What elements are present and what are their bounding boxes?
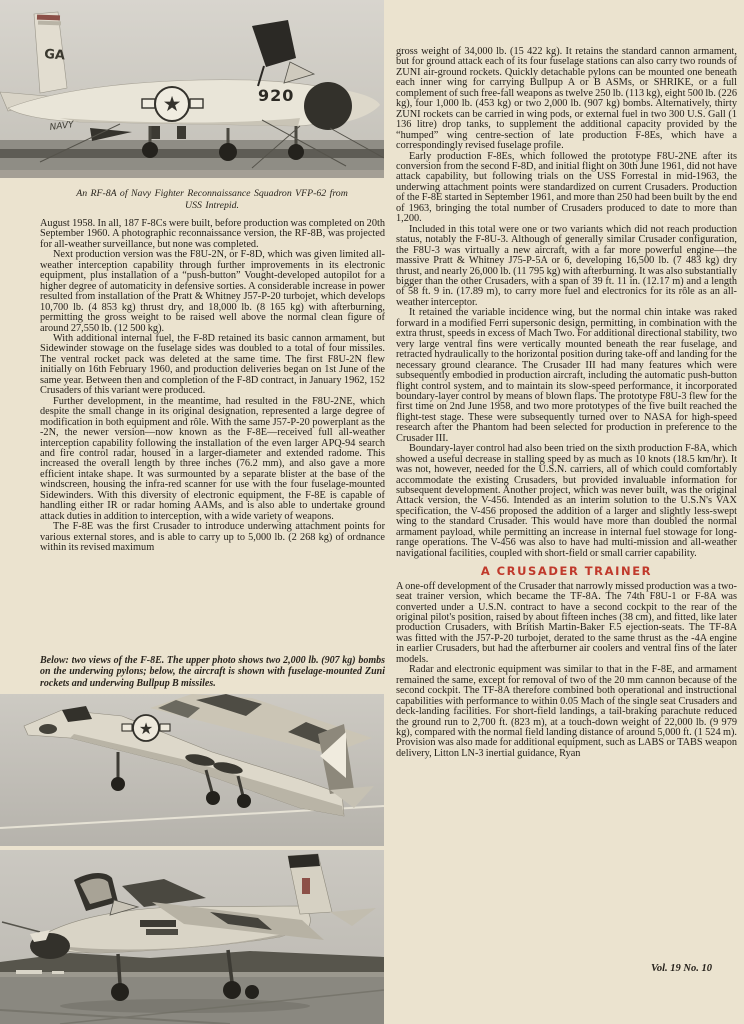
article-right-column [396, 47, 737, 759]
paragraph: With additional internal fuel, the F-8D retained its basic cannon armament, but Sidewinder stowage on the fuselage sides was doubled to a total of four missiles. The ventral rocket pack was deleted at the same time. The first F8U-2N flew initially on 16th February 1960, and production deliveries began on 1st June of the same year. Between then and completion of the F-8D contract, in January 1962, 152 Crusaders of this variant were produced. [40, 332, 385, 397]
star-glyph: ★ [162, 92, 182, 116]
photo-f8e-on-ground [0, 850, 384, 1024]
paragraph: The F-8E was the first Crusader to introduce underwing attachment points for various external stores, and is able to carry up to 5,000 lb. (2 268 kg) of ordnance within its revised maximum [40, 521, 385, 554]
paragraph: Included in this total were one or two variants which did not reach production status, notably the F-8U-3. Although of generally similar Crusader configuration, the F8U-3 was virtually a new aircraft, with a far more powerful engine—the massive Pratt & Whitney J75-P-5A or 6, developing 16,500 lb. (7 483 kg) dry thrust, and nearly 26,000 lb. (11 795 kg) with afterburning. It was also substantially bigger than the other Crusaders, with a span of 39 ft. 11 in. (12.17 m) and a length of 58 ft. 9 in. (17.89 m), to carry more fuel and electronics for its rôle as an all-weather interceptor. [396, 223, 737, 308]
navy-title-text: NAVY [49, 120, 75, 133]
nose-number-text: 920 [258, 86, 295, 105]
zuni-rocket-pack [146, 929, 178, 935]
paragraph: A one-off development of the Crusader that narrowly missed production was a two-seat trainer version, which became the TF-8A. The 74th F8U-1 or F-8A was converted under a U.S.N. contract to have a second cockpit to the rear of the original pilot's position, raised by about fifteen inches (38 cm), and fitted, like later production Crusaders, with British Martin-Baker F.5 ejection-seats. The TF-8A was fitted with the J57-P-20 turbojet, derated to the same thrust as the -4A engine in earlier Crusaders, but had the afterburner air coolers and ventral fins of the later models. [396, 580, 737, 665]
zuni-rocket-pack [140, 920, 176, 927]
top-photo-rf8a-parked [0, 0, 384, 178]
nose-wheel [111, 777, 125, 791]
top-photo-caption [44, 188, 380, 211]
bottom-photos-caption: Below: two views of the F-8E. The upper photo shows two 2,000 lb. (907 kg) bombs on the underwing pylons; below, the aircraft is shown with fuselage-mounted Zuni rockets and underwing Bullpup B missiles. [40, 655, 385, 689]
fin-tip-band [288, 854, 320, 868]
article-left-column [40, 219, 385, 554]
photo-f8e-in-flight [0, 694, 384, 846]
aircraft-photo-illustration [0, 694, 384, 846]
aircraft-photo-illustration [0, 0, 384, 178]
tail-code-text: GA [43, 47, 66, 64]
caption-line-1: An RF-8A of Navy Fighter Reconnaissance Squadron VFP-62 from [76, 188, 348, 199]
paragraph: It retained the variable incidence wing, but the normal chin intake was raked forward in a modified Ferri supersonic design, permitting, in combination with the extra thrust, speeds in excess of Mach Two. For additional directional stability, two very large ventral fins were vertically mounted beneath the rear fuselage, and retracted hydraulically to the horizontal position during take-off and landing for the necessary ground clearance. The Crusader III had many features which were subsequently embodied in production aircraft, including the automatic push-button flight control system, and to maintain its slow-speed performance, it incorporated boundary-layer control by means of blown flaps. The prototype F8U-3 flew for the first time on 2nd June 1958, and two more prototypes of the five built reached the flight-test stage. These were subsequently turned over to NASA for high-speed research after the Phantom had been selected for production in preference to the Crusader III. [396, 307, 737, 444]
paragraph: Early production F-8Es, which followed the prototype F8U-2NE after its conversion from the second F-8D, and initial flight on 30th June 1961, did not have attack capability, but following trials on the USS Forrestal in mid-1963, the underwing attachment points were standardized on current Crusaders. Production of the F-8E started in September 1961, and more than 250 had been built by the end of 1963, bringing the total number of Crusaders produced to date to more than 1,200. [396, 150, 737, 225]
section-heading-crusader-trainer: A CRUSADER TRAINER [480, 564, 653, 579]
paragraph: Next production version was the F8U-2N, or F-8D, which was given limited all-weather interception capability through further improvements in its electronic equipment, plus installation of a “push-button” Vought-developed autopilot for a higher degree of automaticity in defensive sorties. A considerable increase in power resulted from installation of the Pratt & Whitney J57-P-20 turbojet, which develops 10,700 lb. (4 853 kg) thrust dry, and 18,000 lb. (8 165 kg) with afterburning, permitting the gross weight to be raised well above the normal clean figure of around 27,550 lb. (12 500 kg). [40, 249, 385, 334]
aircraft-photo-illustration [0, 850, 384, 1024]
paragraph: gross weight of 34,000 lb. (15 422 kg). It retains the standard cannon armament, but for ground attack each of its four fuselage stations can also carry two rounds of ZUNI air-ground rockets. Quickly detachable pylons can be mounted one beneath each inner wing for carrying Bullpup A or B ASMs, or SHRIKE, or a full complement of such free-fall weapons as twelve 250 lb. (113 kg), eight 500 lb. (226 kg), four 1,000 lb. (453 kg) or two 2,000 lb. (907 kg) bombs. Alternatively, thirty ZUNI rockets can be carried in wing pods, or external fuel in two 300 U.S. Gall (1 136 litre) drop tanks, to supplement the additional capacity provided by the “humped” wing centre-section of late production F-8Es, which have a correspondingly revised fuselage profile. [396, 46, 738, 152]
paragraph: Boundary-layer control had also been tried on the sixth production F-8A, which showed a useful decrease in stalling speed by as much as 10 knots (18.5 km/hr). It was not, however, needed for the U.S.N. carriers, all of which could comfortably accommodate the existing Crusaders, but provided invaluable information for subsequent development. Another project, which was never built, was the original Attack version, the V-456. Intended as an interim solution to the U.S.N's VAX specification, the V-456 proposed the addition of a larger and slightly less-swept wing to the standard Crusader. This would have more than doubled the normal armament payload, while permitting an increase in internal fuel stowage for long-range operations. The V-456 was also to have had multi-mission and all-weather navigational facilities, coupled with short-field or small carrier capability. [396, 443, 737, 559]
star-glyph: ★ [138, 719, 154, 738]
page-footer-volume: Vol. 19 No. 10 [651, 963, 712, 974]
paragraph: Radar and electronic equipment was similar to that in the F-8E, and armament remained the same, except for removal of two of the 20 mm cannon because of the second cockpit. The TF-8A therefore combined both operational and instructional capabilities with performance to within 0.05 Mach of the single seat Crusaders and deck-landing facilities. For short-field landings, a tail-braking parachute reduced the ground run to 2,700 ft. (823 m), at a touch-down weight of 22,000 lb. (9 979 kg), compared with the normal field landing distance of around 5,000 ft. (1 524 m). Provision was also made for additional equipment, such as LABS or TABS weapon delivery, Litton LN-3 inertial guidance, Ryan [396, 664, 737, 759]
main-wheel [142, 142, 158, 158]
paragraph: August 1958. In all, 187 F-8Cs were built, before production was completed on 20th September 1960. A photographic reconnaissance version, the RF-8B, was projected for all-weather surveillance, but none was completed. [40, 218, 385, 250]
nose-radome [39, 724, 57, 734]
caption-line-2: USS Intrepid. [185, 199, 239, 211]
intake-radome [304, 82, 352, 130]
paragraph: Further development, in the meantime, had resulted in the F8U-2NE, which despite the small change in its original designation, represented a large degree of modification in both equipment and rôle. With the same J57-P-20 powerplant as the -2N, the newer version—now known as the F-8E—received full all-weather interception capability following the installation of the even larger APQ-94 search and fire control radar, housed in a larger-diameter and extended radome. This increased the overall length by three inches (76.2 mm), and also gave a more efficient intake shape. It was surmounted by a separate blister at the base of the windscreen, housing the infra-red scanner for use with the four fuselage-mounted Sidewinders. With this diversity of electronic equipment, the F-8E is capable of handling either IR or radar homing AAMs, and is also able to undertake ground attack duties in addition to interception, with a wide variety of weapons. [40, 395, 385, 522]
nose-wheel [111, 983, 129, 1001]
